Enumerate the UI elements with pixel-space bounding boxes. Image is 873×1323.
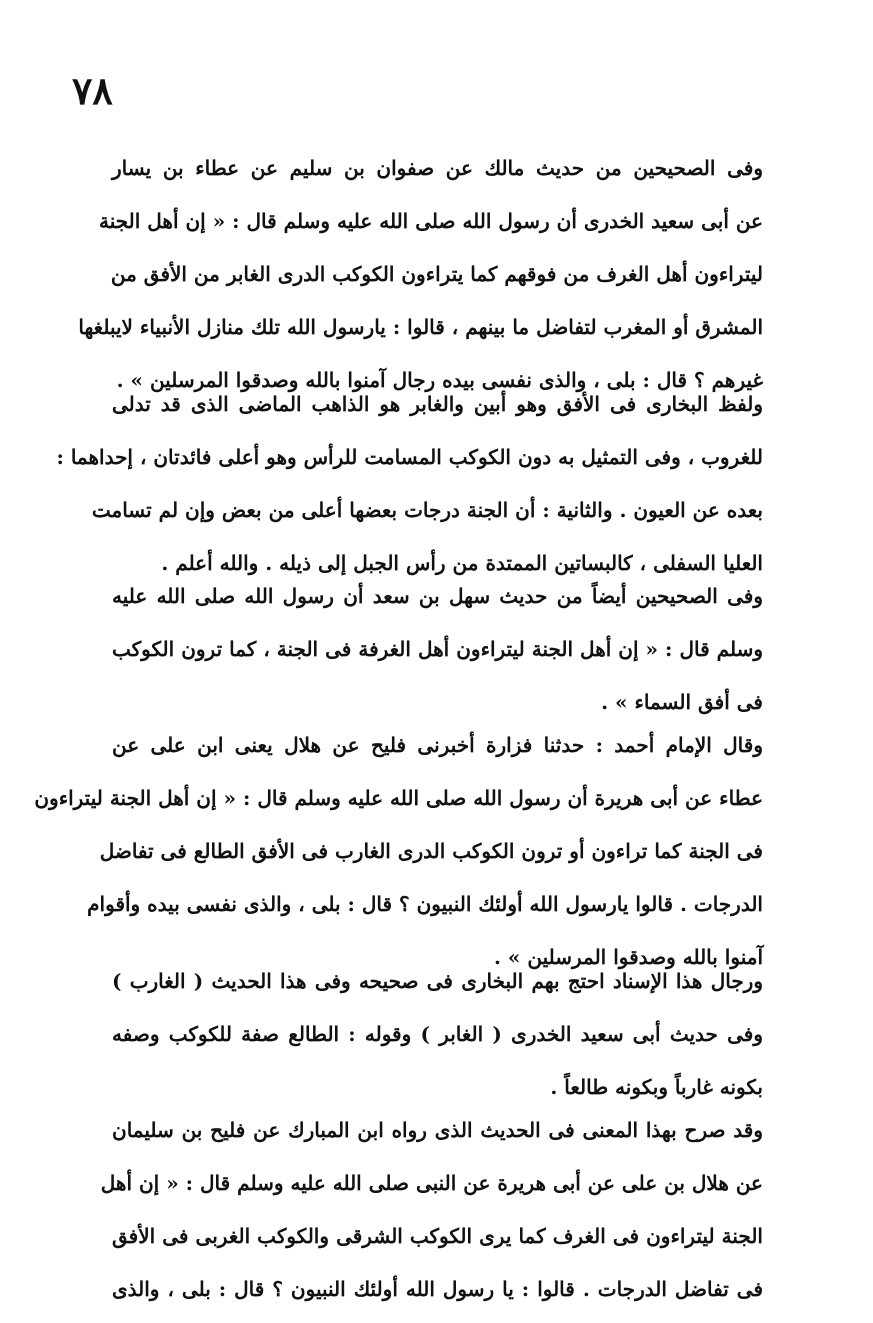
text-line: المشرق أو المغرب لتفاضل ما بينهم ، قالوا : يارسول الله تلك منازل الأنبياء لايبلغها (78, 315, 763, 339)
text-line: فى تفاضل الدرجات . قالوا : يا رسول الله أولئك النبيون ؟ قال : بلى ، والذى (112, 1277, 763, 1301)
text-line: وسلم قال : « إن أهل الجنة ليتراءون أهل الغرفة فى الجنة ، كما ترون الكوكب (112, 637, 763, 661)
text-line: ورجال هذا الإسناد احتج بهم البخارى فى صحيحه وفى هذا الحديث ( الغارب ) (112, 969, 763, 993)
paragraph-1 (78, 142, 763, 407)
text-line: آمنوا بالله وصدقوا المرسلين » . (493, 945, 763, 969)
text-line: عن أبى سعيد الخدرى أن رسول الله صلى الله عليه وسلم قال : « إن أهل الجنة (99, 209, 763, 233)
paragraph-4 (34, 719, 763, 984)
text-line: الجنة ليتراءون فى الغرف كما يرى الكوكب الشرقى والكوكب الغربى فى الأفق (112, 1224, 763, 1248)
text-line: فى أفق السماء » . (601, 690, 763, 714)
text-line: فى الجنة كما تراءون أو ترون الكوكب الدرى الغارب فى الأفق الطالع فى تفاضل (99, 839, 763, 863)
text-line: ولفظ البخارى فى الأفق وهو أبين والغابر هو الذاهب الماضى الذى قد تدلى (112, 392, 763, 416)
text-line: غيرهم ؟ قال : بلى ، والذى نفسى بيده رجال آمنوا بالله وصدقوا المرسلين » . (116, 368, 763, 392)
text-line: وفى الصحيحين أيضاً من حديث سهل بن سعد أن رسول الله صلى الله عليه (112, 584, 763, 608)
page-number: ٧٨ (72, 68, 113, 113)
text-line: وفى حديث أبى سعيد الخدرى ( الغابر ) وقوله : الطالع صفة للكوكب وصفه (112, 1022, 763, 1046)
text-line: للغروب ، وفى التمثيل به دون الكوكب المسامت للرأس وهو أعلى فائدتان ، إحداهما : (56, 445, 763, 469)
text-line: بعده عن العيون . والثانية : أن الجنة درجات بعضها أعلى من بعض وإن لم تسامت (91, 498, 763, 522)
text-line: عن هلال بن على عن أبى هريرة عن النبى صلى الله عليه وسلم قال : « إن أهل (100, 1171, 763, 1195)
text-line: عطاء عن أبى هريرة أن رسول الله صلى الله عليه وسلم قال : « إن أهل الجنة ليتراءون (34, 786, 763, 810)
paragraph-5 (112, 955, 763, 1114)
text-line: ليتراءون أهل الغرف من فوقهم كما يتراءون الكوكب الدرى الغابر من الأفق من (110, 262, 763, 286)
paragraph-3 (112, 570, 763, 729)
text-line: وقال الإمام أحمد : حدثنا فزارة أخبرنى فليح عن هلال يعنى ابن على عن (112, 733, 763, 757)
text-line: الدرجات . قالوا يارسول الله أولئك النبيون ؟ قال : بلى ، والذى نفسى بيده وأقوام (87, 892, 763, 916)
text-line: وفى الصحيحين من حديث مالك عن صفوان بن سليم عن عطاء بن يسار (112, 156, 763, 180)
paragraph-2 (56, 378, 763, 590)
paragraph-6 (100, 1104, 763, 1316)
text-line: العليا السفلى ، كالبساتين الممتدة من رأس الجبل إلى ذيله . والله أعلم . (161, 551, 763, 575)
text-line: وقد صرح بهذا المعنى فى الحديث الذى رواه ابن المبارك عن فليح بن سليمان (112, 1118, 763, 1142)
text-line: بكونه غارباً وبكونه طالعاً . (550, 1075, 763, 1099)
